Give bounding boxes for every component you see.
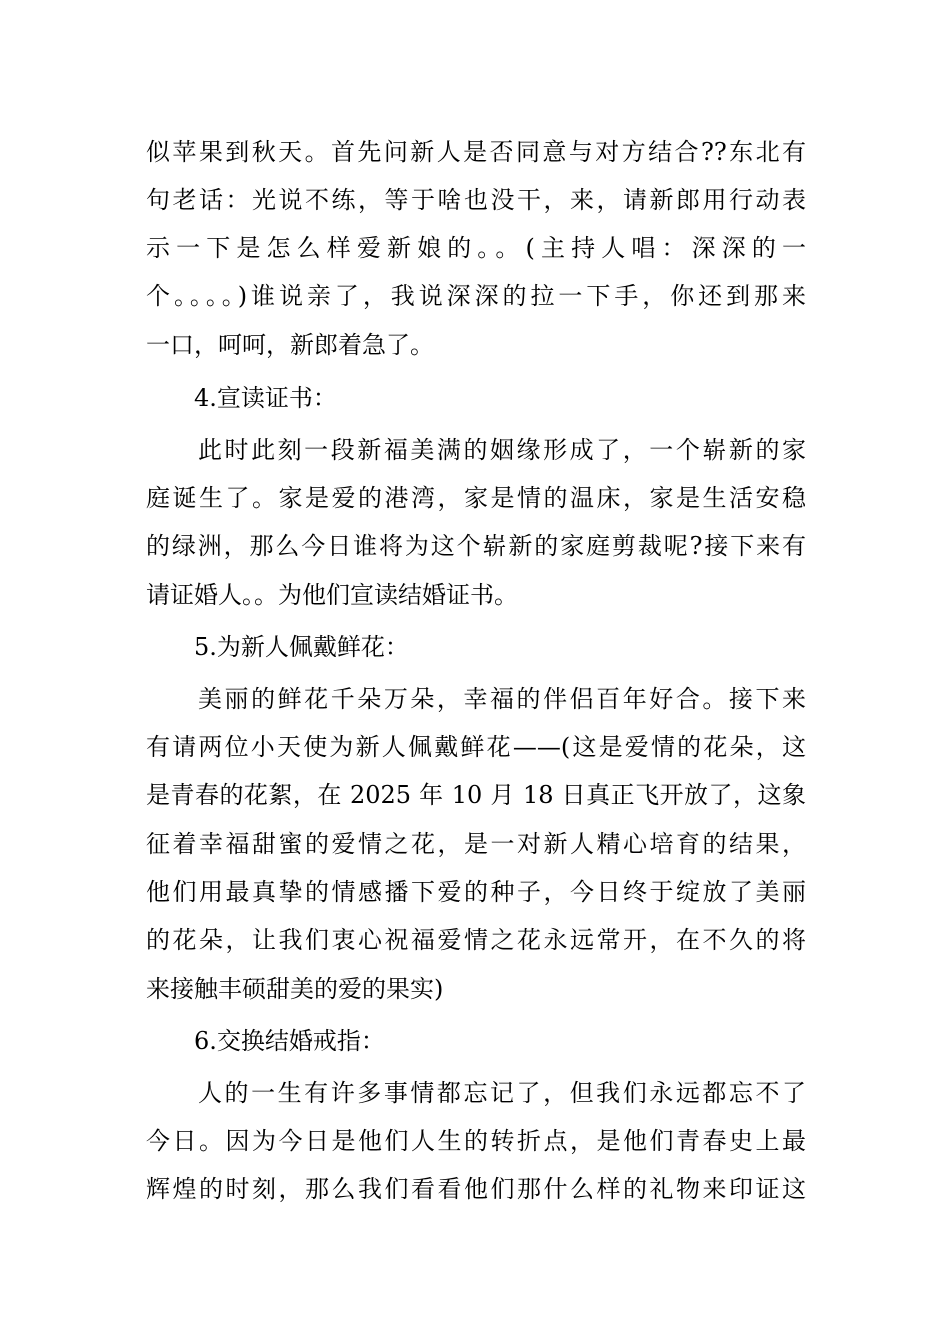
paragraph-line: 请证婚人。。为他们宣读结婚证书。: [146, 581, 518, 609]
paragraph-line: 似苹果到秋天。首先问新人是否同意与对方结合??东北有: [146, 138, 806, 166]
paragraph-line: 庭诞生了。家是爱的港湾，家是情的温床，家是生活安稳: [146, 484, 806, 512]
section-heading: 5.为新人佩戴鲜花：: [194, 633, 409, 661]
paragraph-line: 辉煌的时刻，那么我们看看他们那什么样的礼物来印证这: [146, 1175, 806, 1203]
paragraph-line: 美丽的鲜花千朵万朵，幸福的伴侣百年好合。接下来: [198, 685, 806, 713]
paragraph-line: 来接触丰硕甜美的爱的果实): [146, 975, 444, 1003]
paragraph-line: 人的一生有许多事情都忘记了，但我们永远都忘不了: [198, 1079, 806, 1107]
paragraph-line: 句老话：光说不练，等于啥也没干，来，请新郎用行动表: [146, 186, 806, 214]
paragraph-line: 一口，呵呵，新郎着急了。: [146, 331, 434, 359]
paragraph-line: 有请两位小天使为新人佩戴鲜花——(这是爱情的花朵，这: [146, 733, 806, 761]
paragraph-line: 今日。因为今日是他们人生的转折点，是他们青春史上最: [146, 1127, 806, 1155]
paragraph-line: 个。。。。)谁说亲了，我说深深的拉一下手，你还到那来: [146, 282, 806, 310]
paragraph-line: 此时此刻一段新福美满的姻缘形成了，一个崭新的家: [198, 436, 806, 464]
paragraph-line: 征着幸福甜蜜的爱情之花，是一对新人精心培育的结果，: [146, 830, 806, 858]
paragraph-line: 示一下是怎么样爱新娘的。。(主持人唱：深深的一: [146, 234, 806, 262]
section-heading: 4.宣读证书：: [194, 384, 337, 412]
paragraph-line: 他们用最真挚的情感播下爱的种子，今日终于绽放了美丽: [146, 878, 806, 906]
paragraph-line: 是青春的花絮，在 2025 年 10 月 18 日真正飞开放了，这象: [146, 781, 806, 809]
section-heading: 6.交换结婚戒指：: [194, 1027, 385, 1055]
paragraph-line: 的绿洲，那么今日谁将为这个崭新的家庭剪裁呢?接下来有: [146, 532, 806, 560]
paragraph-line: 的花朵，让我们衷心祝福爱情之花永远常开，在不久的将: [146, 926, 806, 954]
